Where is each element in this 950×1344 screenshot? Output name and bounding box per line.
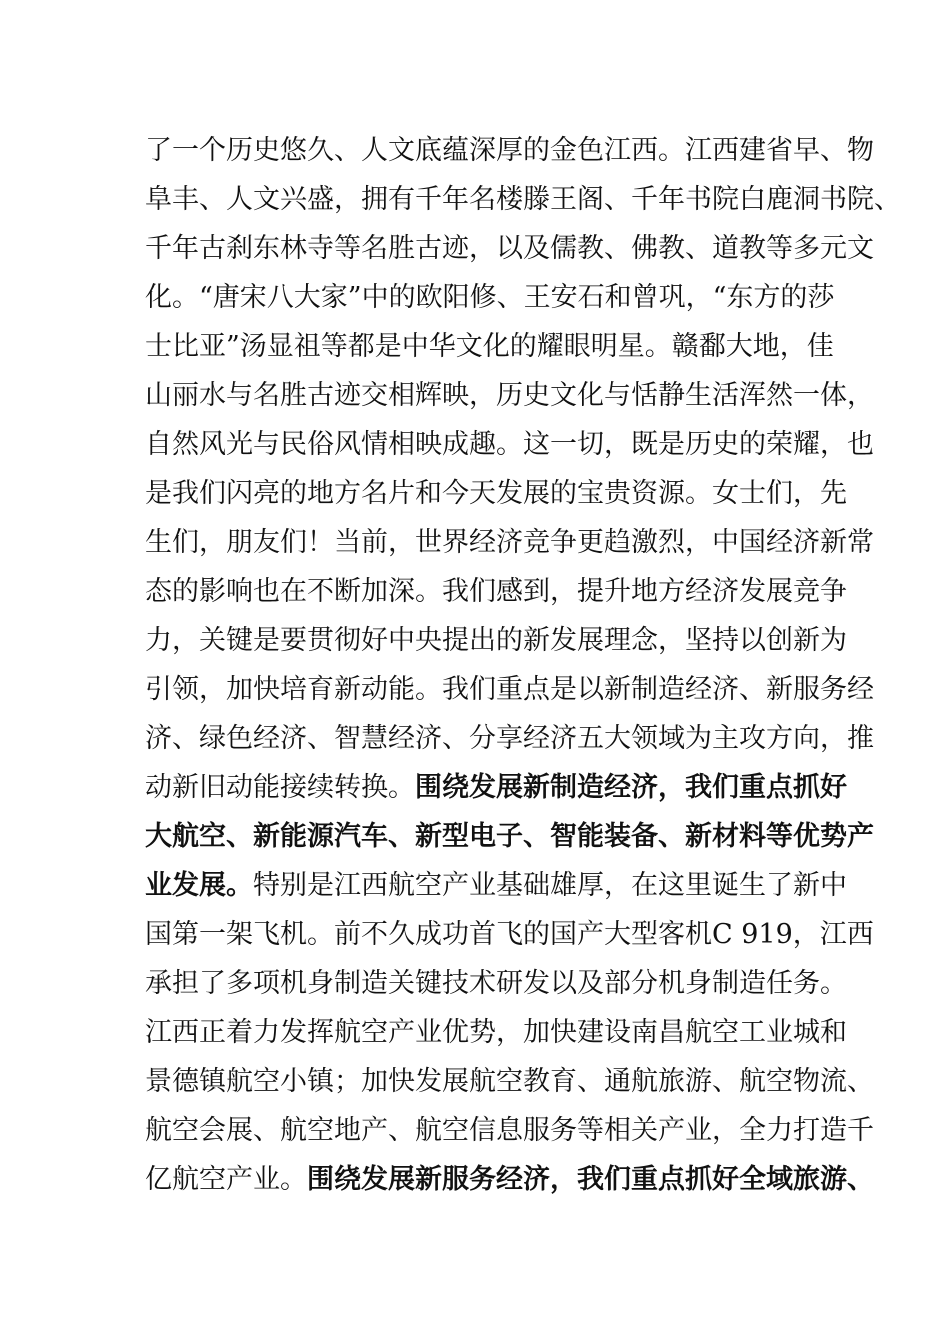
text-line: [145, 665, 874, 714]
bold-text-segment: 围绕发展新制造经济，我们重点抓好: [415, 772, 847, 803]
text-segment: 士比亚”汤显祖等都是中华文化的耀眼明星。赣鄱大地，佳: [145, 331, 834, 362]
body-text: [145, 126, 901, 1204]
text-segment: 力，关键是要贯彻好中央提出的新发展理念，坚持以创新为: [145, 625, 847, 656]
text-segment: 山丽水与名胜古迹交相辉映，历史文化与恬静生活浑然一体，: [145, 380, 874, 411]
text-segment: 化。“唐宋八大家”中的欧阳修、王安石和曾巩，“东方的莎: [145, 282, 835, 313]
text-line: [145, 763, 847, 812]
text-line: [145, 518, 874, 567]
bold-text-segment: 围绕发展新服务经济，我们重点抓好全域旅游、: [307, 1164, 874, 1195]
text-segment: 承担了多项机身制造关键技术研发以及部分机身制造任务。: [145, 968, 847, 999]
text-segment: 亿航空产业。: [145, 1164, 307, 1195]
text-line: [145, 273, 835, 322]
text-segment: 千年古刹东林寺等名胜古迹，以及儒教、佛教、道教等多元文: [145, 233, 874, 264]
text-line: [145, 175, 901, 224]
text-line: [145, 224, 874, 273]
bold-text-segment: 大航空、新能源汽车、新型电子、智能装备、新材料等优势产: [145, 821, 874, 852]
text-segment: 态的影响也在不断加深。我们感到，提升地方经济发展竞争: [145, 576, 847, 607]
text-line: [145, 616, 847, 665]
text-line: [145, 959, 847, 1008]
text-line: [145, 714, 874, 763]
bold-text-segment: 业发展。: [145, 870, 253, 901]
text-segment: 航空会展、航空地产、航空信息服务等相关产业，全力打造千: [145, 1115, 874, 1146]
text-line: [145, 1008, 847, 1057]
text-line: [145, 469, 847, 518]
text-line: [145, 910, 874, 959]
text-line: [145, 371, 874, 420]
text-segment: 是我们闪亮的地方名片和今天发展的宝贵资源。女士们，先: [145, 478, 847, 509]
text-segment: 济、绿色经济、智慧经济、分享经济五大领域为主攻方向，推: [145, 723, 874, 754]
text-segment: 特别是江西航空产业基础雄厚，在这里诞生了新中: [253, 870, 847, 901]
text-line: [145, 567, 847, 616]
text-line: [145, 1106, 874, 1155]
text-line: [145, 812, 874, 861]
text-segment: 自然风光与民俗风情相映成趣。这一切，既是历史的荣耀，也: [145, 429, 874, 460]
text-segment: 动新旧动能接续转换。: [145, 772, 415, 803]
text-segment: 了一个历史悠久、人文底蕴深厚的金色江西。江西建省早、物: [145, 135, 874, 166]
text-segment: 景德镇航空小镇；加快发展航空教育、通航旅游、航空物流、: [145, 1066, 874, 1097]
text-line: [145, 1155, 874, 1204]
text-line: [145, 1057, 874, 1106]
text-line: [145, 420, 874, 469]
text-line: [145, 322, 834, 371]
text-segment: 国第一架飞机。前不久成功首飞的国产大型客机C 919，江西: [145, 919, 874, 950]
text-line: [145, 861, 847, 910]
text-segment: 生们，朋友们！当前，世界经济竞争更趋激烈，中国经济新常: [145, 527, 874, 558]
text-segment: 阜丰、人文兴盛，拥有千年名楼滕王阁、千年书院白鹿洞书院、: [145, 184, 901, 215]
text-segment: 江西正着力发挥航空产业优势，加快建设南昌航空工业城和: [145, 1017, 847, 1048]
text-segment: 引领，加快培育新动能。我们重点是以新制造经济、新服务经: [145, 674, 874, 705]
text-line: [145, 126, 874, 175]
